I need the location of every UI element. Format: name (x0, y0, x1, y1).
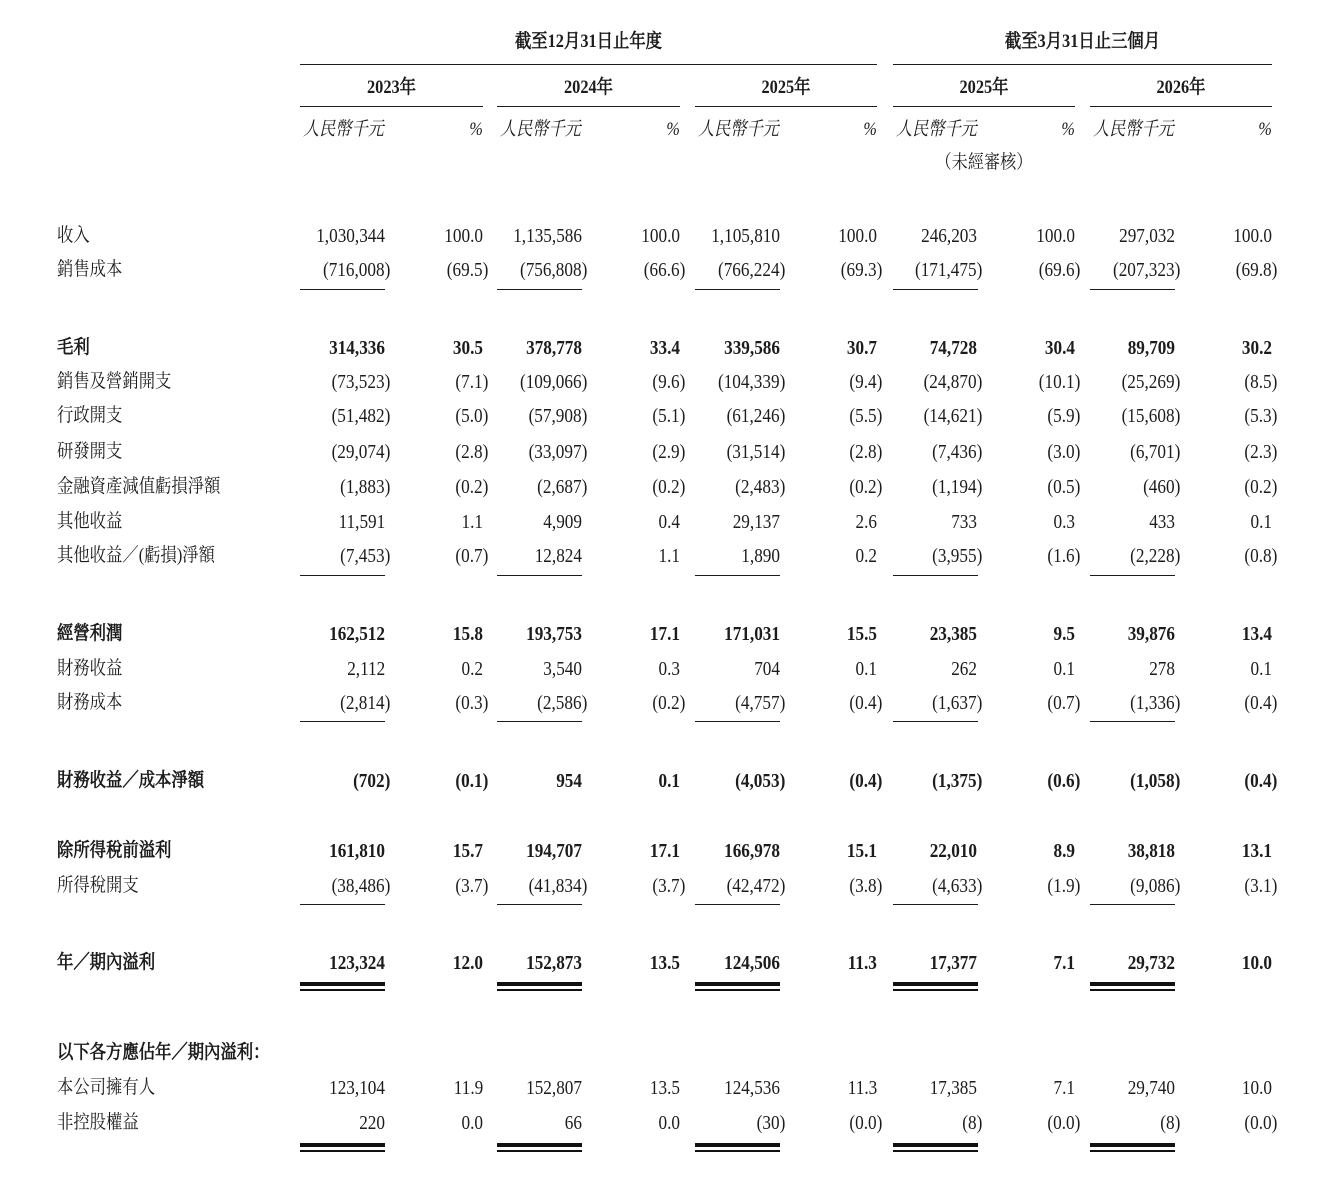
percent-2025: 11.3 (847, 952, 877, 974)
subtotal-underline (300, 575, 385, 576)
row-non-controlling-interests (0, 1110, 1322, 1136)
total-double-underline (695, 982, 780, 991)
row-profit-for-period (0, 950, 1322, 976)
total-double-underline (497, 982, 582, 991)
percent-2025: 2.6 (855, 511, 877, 533)
amount-2024: 194,707 (526, 840, 582, 862)
amount-2025: (61,246) (726, 405, 785, 427)
row-label: 其他收益 (57, 511, 123, 532)
amount-2023: (1,883) (339, 476, 390, 498)
percent-3m-2025: (0.6) (1047, 770, 1080, 792)
amount-3m-2025: (1,375) (931, 770, 982, 792)
amount-2024: 193,753 (526, 623, 582, 645)
row-label: 研發開支 (57, 441, 123, 462)
subtotal-underline (1090, 721, 1175, 722)
percent-2024: (0.2) (652, 692, 685, 714)
percent-2025: (0.2) (849, 476, 882, 498)
amount-2025: 1,105,810 (711, 225, 780, 247)
amount-2023: (7,453) (339, 545, 390, 567)
percent-3m-2026: 0.1 (1250, 511, 1272, 533)
percent-2023: (69.5) (446, 259, 488, 281)
year-header-3m-2025: 2025年 (959, 77, 1009, 98)
percent-2023: (7.1) (455, 371, 488, 393)
row-label: 金融資產減值虧損淨額 (57, 476, 221, 497)
amount-3m-2025: 23,385 (929, 623, 977, 645)
percent-2024: 17.1 (649, 623, 680, 645)
amount-2023: 123,104 (329, 1077, 385, 1099)
amount-2024: 12,824 (534, 545, 582, 567)
percent-3m-2026: (69.8) (1235, 259, 1277, 281)
subtotal-underline (695, 289, 780, 290)
percent-3m-2026: (0.4) (1244, 692, 1277, 714)
amount-2023: 314,336 (329, 337, 385, 359)
amount-2025: 124,506 (724, 952, 780, 974)
percent-3m-2025: (10.1) (1038, 371, 1080, 393)
percent-2024: (9.6) (652, 371, 685, 393)
percent-2023: 1.1 (461, 511, 483, 533)
percent-3m-2025: 0.3 (1053, 511, 1075, 533)
amount-3m-2026: (2,228) (1129, 545, 1180, 567)
percent-2024: 100.0 (641, 225, 680, 247)
percent-3m-2026: (2.3) (1244, 441, 1277, 463)
amount-3m-2025: 17,377 (929, 952, 977, 974)
percent-2023: 11.9 (453, 1077, 483, 1099)
row-label: 本公司擁有人 (57, 1077, 156, 1098)
row-attributable-heading (0, 1040, 1322, 1066)
amount-2025: (30) (756, 1112, 785, 1134)
total-double-underline (300, 1143, 385, 1152)
year-rule (893, 106, 1075, 107)
percent-3m-2025: (0.5) (1047, 476, 1080, 498)
percent-2025: 0.1 (855, 658, 877, 680)
amount-2023: 1,030,344 (316, 225, 385, 247)
percent-3m-2025: 7.1 (1053, 1077, 1075, 1099)
percent-3m-2025: (69.6) (1038, 259, 1080, 281)
amount-3m-2026: (460) (1142, 476, 1180, 498)
amount-2024: 152,807 (526, 1077, 582, 1099)
amount-3m-2026: 297,032 (1119, 225, 1175, 247)
percent-2023: 0.2 (461, 658, 483, 680)
percent-unit-label: % (1258, 119, 1272, 140)
amount-3m-2025: (1,194) (931, 476, 982, 498)
percent-2025: 30.7 (846, 337, 877, 359)
row-label: 非控股權益 (57, 1112, 139, 1133)
percent-3m-2026: (0.2) (1244, 476, 1277, 498)
percent-3m-2025: 30.4 (1044, 337, 1075, 359)
percent-2023: (0.1) (455, 770, 488, 792)
amount-unit-label: 人民幣千元 (500, 119, 581, 140)
amount-2025: (31,514) (726, 441, 785, 463)
percent-2023: (3.7) (455, 875, 488, 897)
year-rule (1090, 106, 1272, 107)
amount-3m-2025: (171,475) (914, 259, 982, 281)
amount-2023: (716,008) (322, 259, 390, 281)
percent-2025: (0.4) (849, 692, 882, 714)
amount-3m-2026: (207,323) (1112, 259, 1180, 281)
amount-2024: (2,687) (536, 476, 587, 498)
amount-2024: 4,909 (543, 511, 582, 533)
percent-2025: 11.3 (847, 1077, 877, 1099)
percent-2023: 12.0 (452, 952, 483, 974)
amount-3m-2025: (8) (961, 1112, 982, 1134)
percent-2025: (3.8) (849, 875, 882, 897)
row-other-gains-losses (0, 543, 1322, 569)
amount-3m-2026: (1,058) (1129, 770, 1180, 792)
subtotal-underline (497, 721, 582, 722)
subtotal-underline (497, 575, 582, 576)
percent-3m-2026: (8.5) (1244, 371, 1277, 393)
subtotal-underline (893, 721, 978, 722)
row-label: 收入 (57, 225, 90, 246)
amount-2023: 11,591 (338, 511, 385, 533)
amount-2024: 954 (556, 770, 582, 792)
row-revenue (0, 223, 1322, 249)
percent-2024: 0.4 (658, 511, 680, 533)
amount-2025: 29,137 (732, 511, 780, 533)
percent-unit-label: % (666, 119, 680, 140)
subtotal-underline (1090, 904, 1175, 905)
percent-2024: 0.1 (658, 770, 680, 792)
amount-2025: (2,483) (734, 476, 785, 498)
percent-2025: (5.5) (849, 405, 882, 427)
row-cost-of-sales (0, 257, 1322, 283)
percent-2024: 13.5 (649, 1077, 680, 1099)
amount-3m-2026: 29,732 (1127, 952, 1175, 974)
amount-2023: 123,324 (329, 952, 385, 974)
amount-unit-label: 人民幣千元 (698, 119, 779, 140)
amount-2024: (109,066) (519, 371, 587, 393)
amount-2023: 220 (359, 1112, 385, 1134)
total-double-underline (497, 1143, 582, 1152)
percent-2024: (0.2) (652, 476, 685, 498)
subtotal-underline (300, 721, 385, 722)
total-double-underline (893, 1143, 978, 1152)
subtotal-underline (893, 904, 978, 905)
percent-3m-2025: (1.9) (1047, 875, 1080, 897)
percent-2025: 15.5 (846, 623, 877, 645)
amount-2024: (756,808) (519, 259, 587, 281)
row-other-income (0, 509, 1322, 535)
row-rd-expenses (0, 439, 1322, 465)
subtotal-underline (893, 289, 978, 290)
percent-unit-label: % (469, 119, 483, 140)
amount-2025: (104,339) (717, 371, 785, 393)
row-label: 銷售成本 (57, 259, 123, 280)
year-header-2024: 2024年 (563, 77, 614, 98)
three-month-period-header: 截至3月31日止三個月 (1004, 31, 1161, 52)
row-selling-marketing-expenses (0, 369, 1322, 395)
row-finance-costs (0, 690, 1322, 716)
percent-2024: (5.1) (652, 405, 685, 427)
amount-3m-2025: 246,203 (921, 225, 977, 247)
row-label: 財務成本 (57, 692, 123, 713)
total-double-underline (300, 982, 385, 991)
amount-2023: (73,523) (331, 371, 390, 393)
amount-2024: 1,135,586 (513, 225, 582, 247)
row-profit-before-tax (0, 838, 1322, 864)
amount-3m-2026: (1,336) (1129, 692, 1180, 714)
row-label: 行政開支 (57, 405, 123, 426)
percent-3m-2026: (0.0) (1244, 1112, 1277, 1134)
amount-2024: 66 (564, 1112, 582, 1134)
amount-2025: 166,978 (724, 840, 780, 862)
amount-2023: (51,482) (331, 405, 390, 427)
percent-3m-2025: (0.0) (1047, 1112, 1080, 1134)
percent-2023: 0.0 (461, 1112, 483, 1134)
row-label: 所得稅開支 (57, 875, 139, 896)
total-double-underline (893, 982, 978, 991)
amount-unit-label: 人民幣千元 (303, 119, 384, 140)
amount-3m-2025: 262 (951, 658, 977, 680)
year-rule (497, 106, 680, 107)
percent-3m-2026: 10.0 (1241, 1077, 1272, 1099)
section-heading: 以下各方應佔年／期內溢利： (57, 1042, 270, 1063)
percent-2023: 15.8 (452, 623, 483, 645)
row-net-finance-income-costs (0, 768, 1322, 794)
percent-2023: (0.7) (455, 545, 488, 567)
amount-2023: 162,512 (329, 623, 385, 645)
amount-3m-2026: 278 (1149, 658, 1175, 680)
row-label: 除所得稅前溢利 (57, 840, 172, 861)
amount-2024: (2,586) (536, 692, 587, 714)
year-header-2023: 2023年 (366, 77, 417, 98)
percent-3m-2026: 100.0 (1233, 225, 1272, 247)
amount-3m-2025: (7,436) (931, 441, 982, 463)
percent-3m-2026: (3.1) (1244, 875, 1277, 897)
amount-3m-2026: 29,740 (1127, 1077, 1175, 1099)
row-label: 銷售及營銷開支 (57, 371, 172, 392)
percent-3m-2025: 7.1 (1053, 952, 1075, 974)
percent-2024: (2.9) (652, 441, 685, 463)
percent-2023: (5.0) (455, 405, 488, 427)
amount-3m-2025: (14,621) (923, 405, 982, 427)
amount-2025: (42,472) (726, 875, 785, 897)
percent-2024: (3.7) (652, 875, 685, 897)
percent-2025: 100.0 (838, 225, 877, 247)
amount-3m-2025: 17,385 (929, 1077, 977, 1099)
amount-2025: (4,053) (734, 770, 785, 792)
amount-2025: 1,890 (741, 545, 780, 567)
amount-2023: (29,074) (331, 441, 390, 463)
percent-2023: (0.2) (455, 476, 488, 498)
subtotal-underline (1090, 289, 1175, 290)
amount-2025: (4,757) (734, 692, 785, 714)
total-double-underline (1090, 982, 1175, 991)
subtotal-underline (893, 575, 978, 576)
percent-3m-2026: 30.2 (1241, 337, 1272, 359)
amount-3m-2025: (1,637) (931, 692, 982, 714)
percent-2024: (66.6) (643, 259, 685, 281)
amount-2023: (702) (352, 770, 390, 792)
percent-3m-2026: 13.4 (1241, 623, 1272, 645)
subtotal-underline (695, 904, 780, 905)
subtotal-underline (1090, 575, 1175, 576)
amount-2025: 704 (754, 658, 780, 680)
percent-2024: 33.4 (649, 337, 680, 359)
percent-3m-2025: 100.0 (1036, 225, 1075, 247)
amount-3m-2025: (24,870) (923, 371, 982, 393)
percent-2025: (9.4) (849, 371, 882, 393)
percent-2025: (69.3) (840, 259, 882, 281)
amount-2025: (766,224) (717, 259, 785, 281)
amount-3m-2026: 38,818 (1127, 840, 1175, 862)
amount-3m-2025: (4,633) (931, 875, 982, 897)
total-double-underline (695, 1143, 780, 1152)
percent-2023: 100.0 (444, 225, 483, 247)
amount-3m-2026: (9,086) (1129, 875, 1180, 897)
percent-2025: 15.1 (846, 840, 877, 862)
amount-2025: 339,586 (724, 337, 780, 359)
percent-3m-2026: (0.4) (1244, 770, 1277, 792)
percent-3m-2025: (5.9) (1047, 405, 1080, 427)
amount-2024: (33,097) (528, 441, 587, 463)
row-label: 毛利 (57, 337, 90, 358)
amount-2024: (41,834) (528, 875, 587, 897)
percent-2023: (0.3) (455, 692, 488, 714)
header-rule (300, 64, 877, 65)
subtotal-underline (300, 289, 385, 290)
percent-2024: 1.1 (658, 545, 680, 567)
percent-3m-2025: 9.5 (1053, 623, 1075, 645)
unaudited-note: （未經審核） (935, 152, 1033, 173)
percent-2025: (0.4) (849, 770, 882, 792)
amount-3m-2026: (15,608) (1121, 405, 1180, 427)
amount-2025: 124,536 (724, 1077, 780, 1099)
percent-unit-label: % (1061, 119, 1075, 140)
amount-3m-2025: 22,010 (929, 840, 977, 862)
amount-2023: (38,486) (331, 875, 390, 897)
percent-2023: 30.5 (452, 337, 483, 359)
year-rule (695, 106, 877, 107)
row-label: 年／期內溢利 (57, 952, 156, 973)
row-label: 財務收益／成本淨額 (57, 770, 205, 791)
row-owners-of-company (0, 1075, 1322, 1101)
percent-3m-2026: 13.1 (1241, 840, 1272, 862)
amount-3m-2026: (6,701) (1129, 441, 1180, 463)
amount-unit-label: 人民幣千元 (1093, 119, 1174, 140)
percent-3m-2025: (3.0) (1047, 441, 1080, 463)
amount-2023: 161,810 (329, 840, 385, 862)
amount-2024: 152,873 (526, 952, 582, 974)
percent-2023: (2.8) (455, 441, 488, 463)
subtotal-underline (497, 289, 582, 290)
amount-2023: (2,814) (339, 692, 390, 714)
year-header-3m-2026: 2026年 (1156, 77, 1206, 98)
year-rule (300, 106, 483, 107)
percent-2024: 13.5 (649, 952, 680, 974)
amount-3m-2026: 433 (1149, 511, 1175, 533)
percent-3m-2025: (1.6) (1047, 545, 1080, 567)
subtotal-underline (300, 904, 385, 905)
amount-2024: 378,778 (526, 337, 582, 359)
amount-3m-2026: 39,876 (1127, 623, 1175, 645)
row-finance-income (0, 656, 1322, 682)
percent-2024: 17.1 (649, 840, 680, 862)
row-label: 經營利潤 (57, 623, 123, 644)
total-double-underline (1090, 1143, 1175, 1152)
percent-3m-2025: 0.1 (1053, 658, 1075, 680)
percent-2024: 0.3 (658, 658, 680, 680)
subtotal-underline (695, 575, 780, 576)
amount-2024: 3,540 (543, 658, 582, 680)
percent-2025: 0.2 (855, 545, 877, 567)
subtotal-underline (695, 721, 780, 722)
percent-2023: 15.7 (452, 840, 483, 862)
subtotal-underline (497, 904, 582, 905)
annual-period-header: 截至12月31日止年度 (514, 31, 663, 52)
percent-unit-label: % (863, 119, 877, 140)
amount-3m-2025: 733 (951, 511, 977, 533)
amount-3m-2025: (3,955) (931, 545, 982, 567)
row-impairment-losses (0, 474, 1322, 500)
amount-2025: 171,031 (724, 623, 780, 645)
percent-2025: (2.8) (849, 441, 882, 463)
row-administrative-expenses (0, 403, 1322, 429)
percent-3m-2026: 10.0 (1241, 952, 1272, 974)
amount-3m-2026: 89,709 (1127, 337, 1175, 359)
amount-unit-label: 人民幣千元 (896, 119, 977, 140)
row-income-tax-expense (0, 873, 1322, 899)
percent-3m-2026: (5.3) (1244, 405, 1277, 427)
amount-2023: 2,112 (346, 658, 385, 680)
row-label: 其他收益／(虧損)淨額 (57, 545, 215, 566)
row-gross-profit (0, 335, 1322, 361)
amount-3m-2026: (8) (1159, 1112, 1180, 1134)
header-rule (893, 64, 1272, 65)
amount-3m-2026: (25,269) (1121, 371, 1180, 393)
percent-2024: 0.0 (658, 1112, 680, 1134)
year-header-2025: 2025年 (761, 77, 811, 98)
percent-3m-2026: 0.1 (1250, 658, 1272, 680)
percent-3m-2026: (0.8) (1244, 545, 1277, 567)
amount-2024: (57,908) (528, 405, 587, 427)
row-label: 財務收益 (57, 658, 123, 679)
amount-3m-2025: 74,728 (929, 337, 977, 359)
percent-2025: (0.0) (849, 1112, 882, 1134)
row-operating-profit (0, 621, 1322, 647)
percent-3m-2025: (0.7) (1047, 692, 1080, 714)
percent-3m-2025: 8.9 (1053, 840, 1075, 862)
